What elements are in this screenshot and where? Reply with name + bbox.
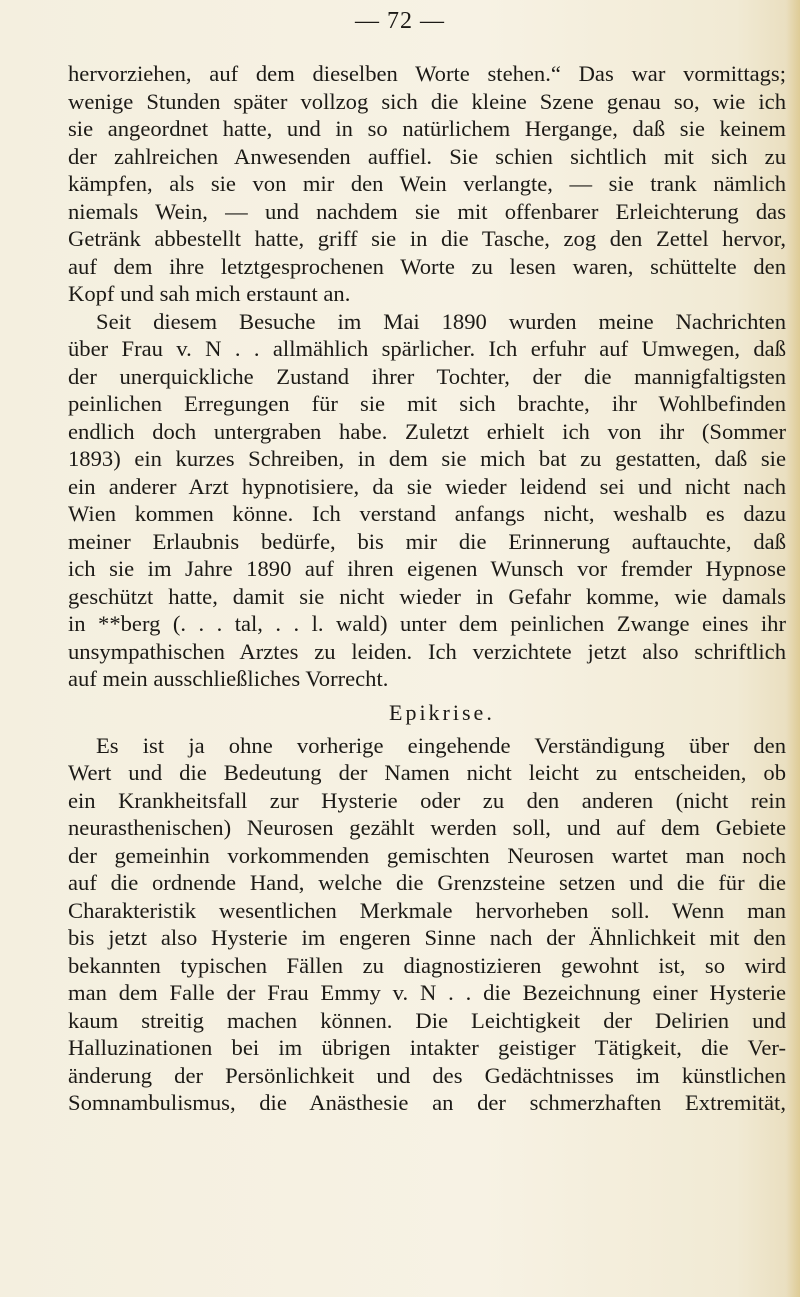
text-line: in **berg (. . . tal, . . l. wald) unter dem peinlichen Zwange eines ihr bbox=[68, 611, 786, 636]
section-heading: Epikrise. bbox=[389, 699, 495, 725]
text-line: neurasthenischen) Neurosen gezählt werden soll, und auf dem Gebiete bbox=[68, 815, 786, 840]
text-line: auf die ordnende Hand, welche die Grenzsteine setzen und die für die bbox=[68, 870, 786, 895]
text-line: ein Krankheitsfall zur Hysterie oder zu den anderen (nicht rein bbox=[68, 787, 786, 813]
text-line: bekannten typischen Fällen zu diagnostizieren gewohnt ist, so wird bbox=[68, 952, 786, 978]
text-line: wenige Stunden später vollzog sich die kleine Szene genau so, wie ich bbox=[68, 88, 786, 114]
text-line: Getränk abbestellt hatte, griff sie in die Tasche, zog den Zettel hervor, bbox=[68, 226, 786, 251]
text-line: auf dem ihre letztgesprochenen Worte zu lesen waren, schüttelte den bbox=[68, 253, 786, 279]
text-line: der zahlreichen Anwesenden auffiel. Sie schien sichtlich mit sich zu bbox=[68, 143, 786, 169]
text-line: endlich doch untergraben habe. Zuletzt erhielt ich von ihr (Sommer bbox=[68, 418, 786, 444]
page-edge-shadow bbox=[786, 0, 800, 1297]
text-line: kämpfen, als sie von mir den Wein verlangte, — sie trank nämlich bbox=[68, 171, 786, 196]
text-line: ein anderer Arzt hypnotisiere, da sie wieder leidend sei und nicht nach bbox=[68, 473, 786, 499]
text-line: sie angeordnet hatte, und in so natürlichem Hergange, daß sie keinem bbox=[68, 116, 786, 141]
text-line: auf mein ausschließliches Vorrecht. bbox=[68, 666, 389, 691]
text-line: kaum streitig machen können. Die Leichtigkeit der Delirien und bbox=[68, 1007, 786, 1033]
text-line: Kopf und sah mich erstaunt an. bbox=[68, 281, 351, 306]
text-line: peinlichen Erregungen für sie mit sich brachte, ihr Wohlbefinden bbox=[68, 391, 786, 416]
text-line: Wert und die Bedeutung der Namen nicht leicht zu entscheiden, ob bbox=[68, 760, 786, 785]
body-text bbox=[68, 60, 786, 1117]
text-line: Charakteristik wesentlichen Merkmale hervorheben soll. Wenn man bbox=[68, 897, 786, 923]
text-line: unsympathischen Arztes zu leiden. Ich verzichtete jetzt also schriftlich bbox=[68, 638, 786, 664]
text-line: 1893) ein kurzes Schreiben, in dem sie mich bat zu gestatten, daß sie bbox=[68, 446, 786, 471]
text-line: der gemeinhin vorkommenden gemischten Neurosen wartet man noch bbox=[68, 842, 786, 868]
text-line: Es ist ja ohne vorherige eingehende Verständigung über den bbox=[96, 732, 786, 758]
page-number: — 72 — bbox=[355, 8, 445, 34]
text-line: ich sie im Jahre 1890 auf ihren eigenen Wunsch vor fremder Hypnose bbox=[68, 556, 786, 581]
text-line: niemals Wein, — und nachdem sie mit offenbarer Erleichterung das bbox=[68, 198, 786, 224]
text-line: geschützt hatte, damit sie nicht wieder in Gefahr komme, wie damals bbox=[68, 583, 786, 609]
text-line: Halluzinationen bei im übrigen intakter geistiger Tätigkeit, die Ver- bbox=[68, 1035, 786, 1060]
text-line: über Frau v. N . . allmählich spärlicher. Ich erfuhr auf Umwegen, daß bbox=[68, 336, 786, 361]
text-line: der unerquickliche Zustand ihrer Tochter, der die mannigfaltigsten bbox=[68, 363, 786, 389]
text-line: hervorziehen, auf dem dieselben Worte stehen.“ Das war vormittags; bbox=[68, 61, 786, 86]
text-line: änderung der Persönlichkeit und des Gedächtnisses im künstlichen bbox=[68, 1062, 786, 1088]
text-line: meiner Erlaubnis bedürfe, bis mir die Erinnerung auftauchte, daß bbox=[68, 528, 786, 554]
text-line: bis jetzt also Hysterie im engeren Sinne nach der Ähnlichkeit mit den bbox=[68, 925, 786, 950]
text-line: Somnambulismus, die Anästhesie an der schmerzhaften Extremität, bbox=[68, 1090, 786, 1115]
text-line: man dem Falle der Frau Emmy v. N . . die Bezeichnung einer Hysterie bbox=[68, 980, 786, 1005]
text-line: Seit diesem Besuche im Mai 1890 wurden meine Nachrichten bbox=[96, 308, 786, 334]
text-line: Wien kommen könne. Ich verstand anfangs nicht, weshalb es dazu bbox=[68, 501, 786, 526]
